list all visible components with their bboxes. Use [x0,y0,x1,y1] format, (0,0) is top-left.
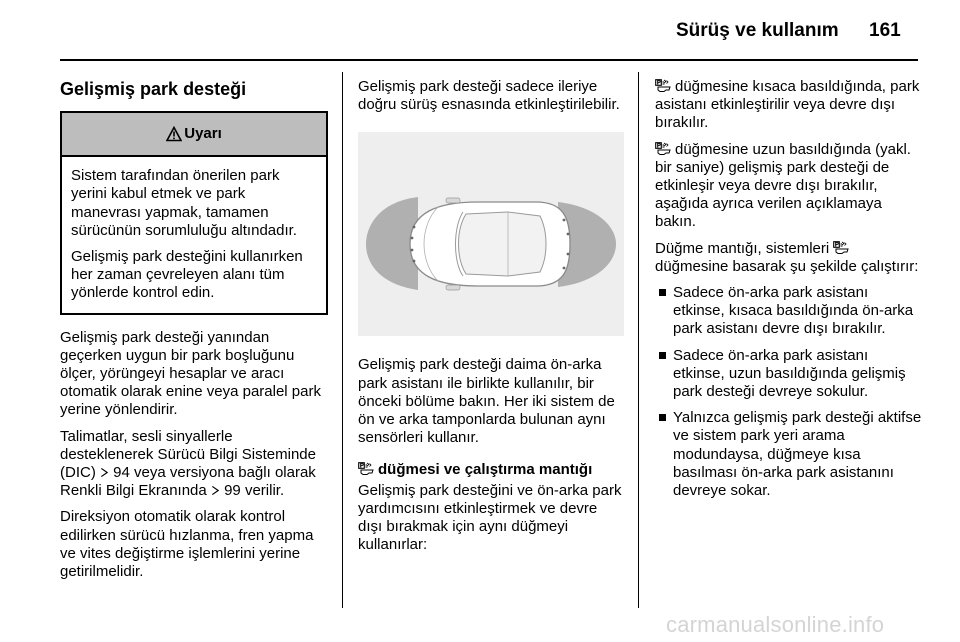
column-left [60,72,328,589]
page-header [0,0,960,60]
section-title: Sürüş ve kullanım [676,20,839,41]
car-sensor-diagram [358,132,624,336]
subheading-button-logic: düğmesi ve çalıştırma mantığı [358,461,624,479]
paragraph-driver: Direksiyon otomatik olarak kontrol edilirken sürücü hızlanma, fren yapma ve vites değiştirme işlemlerini yerine getirilmelidir. [60,508,314,581]
bullet-square-icon [659,414,666,421]
paragraph-same-button: Gelişmiş park desteğini ve ön-arka park yardımcısını etkinleştirmek ve devre dışı bırakmak için aynı düğmeyi kullanırlar: [358,481,622,554]
bullet-square-icon [659,352,666,359]
park-assist-icon [655,79,671,92]
arrow-ref-icon [100,467,109,478]
warning-header [62,113,326,157]
paragraph-short-press: düğmesine kısaca basıldığında, park asistanı etkinleştirilir veya devre dışı bırakılır. [655,78,920,132]
column-right [655,78,923,508]
list-item: Yalnızca gelişmiş park desteği aktifse ve sistem park yeri arama modundaysa, düğmeye kısa basılması ön-arka park asistanını devreye sokar. [655,409,923,500]
paragraph-forward-only: Gelişmiş park desteği sadece ileriye doğru sürüş esnasında etkinleştirilebilir. [358,78,620,114]
list-item: Sadece ön-arka park asistanı etkinse, uzun basıldığında gelişmiş park desteği devreye sokulur. [655,347,923,402]
park-assist-icon [655,142,671,155]
warning-title: Uyarı [184,125,222,143]
column-middle [358,78,624,562]
paragraph-combined: Gelişmiş park desteği daima ön-arka park asistanı ile birlikte kullanılır, bir önceki bölüme bakın. Her iki sistem de ön ve arka tamponlarda bulunan aynı sensörleri kullanır. [358,356,615,447]
sensor-illustration [358,132,624,336]
warning-text-2: Gelişmiş park desteğini kullanırken her zaman çevreleyen alanı tüm yönlerde kontrol edin. [71,248,303,302]
paragraph-long-press: düğmesine uzun basıldığında (yakl. bir saniye) gelişmiş park desteği de etkinleşir veya devre dışı bırakılır, aşağıda ayrıca verilen açıklamaya bakın. [655,140,911,231]
page-number: 161 [869,20,901,41]
warning-body [62,157,326,312]
list-item: Sadece ön-arka park asistanı etkinse, kısaca basıldığında ön-arka park asistanı devre dışı bırakılır. [655,284,923,339]
column-divider-1 [342,72,343,608]
page-reference-link[interactable]: 94 [113,464,130,482]
park-assist-icon [833,241,849,254]
page-reference-link[interactable]: 99 [224,482,241,500]
paragraph-intro: Gelişmiş park desteği yanından geçerken uygun bir park boşluğunu ölçer, yörüngeyi hesaplar ve aracı otomatik olarak enine veya paralel park yerine yönlendirir. [60,328,321,419]
header-divider [60,59,918,61]
warning-triangle-icon [166,126,182,142]
bullet-square-icon [659,289,666,296]
paragraph-button-logic: Düğme mantığı, sistemleri düğmesine basarak şu şekilde çalıştırır: [655,239,919,275]
paragraph-instructions: Talimatlar, sesli sinyallerle desteklenerek Sürücü Bilgi Sisteminde (DIC) 94 veya versiyona bağlı olarak Renkli Bilgi Ekranında 99 verilir. [60,427,316,500]
section-heading: Gelişmiş park desteği [60,79,247,99]
logic-list [655,284,923,500]
watermark: carmanualsonline.info [666,612,885,637]
warning-box [60,111,328,314]
park-assist-icon [358,462,374,475]
warning-text-1: Sistem tarafından önerilen park yerini kabul etmek ve park manevrası yapmak, tamamen sürücünün sorumluluğu altındadır. [71,167,297,239]
arrow-ref-icon [211,485,220,496]
car-icon [410,198,570,290]
column-divider-2 [638,72,639,608]
